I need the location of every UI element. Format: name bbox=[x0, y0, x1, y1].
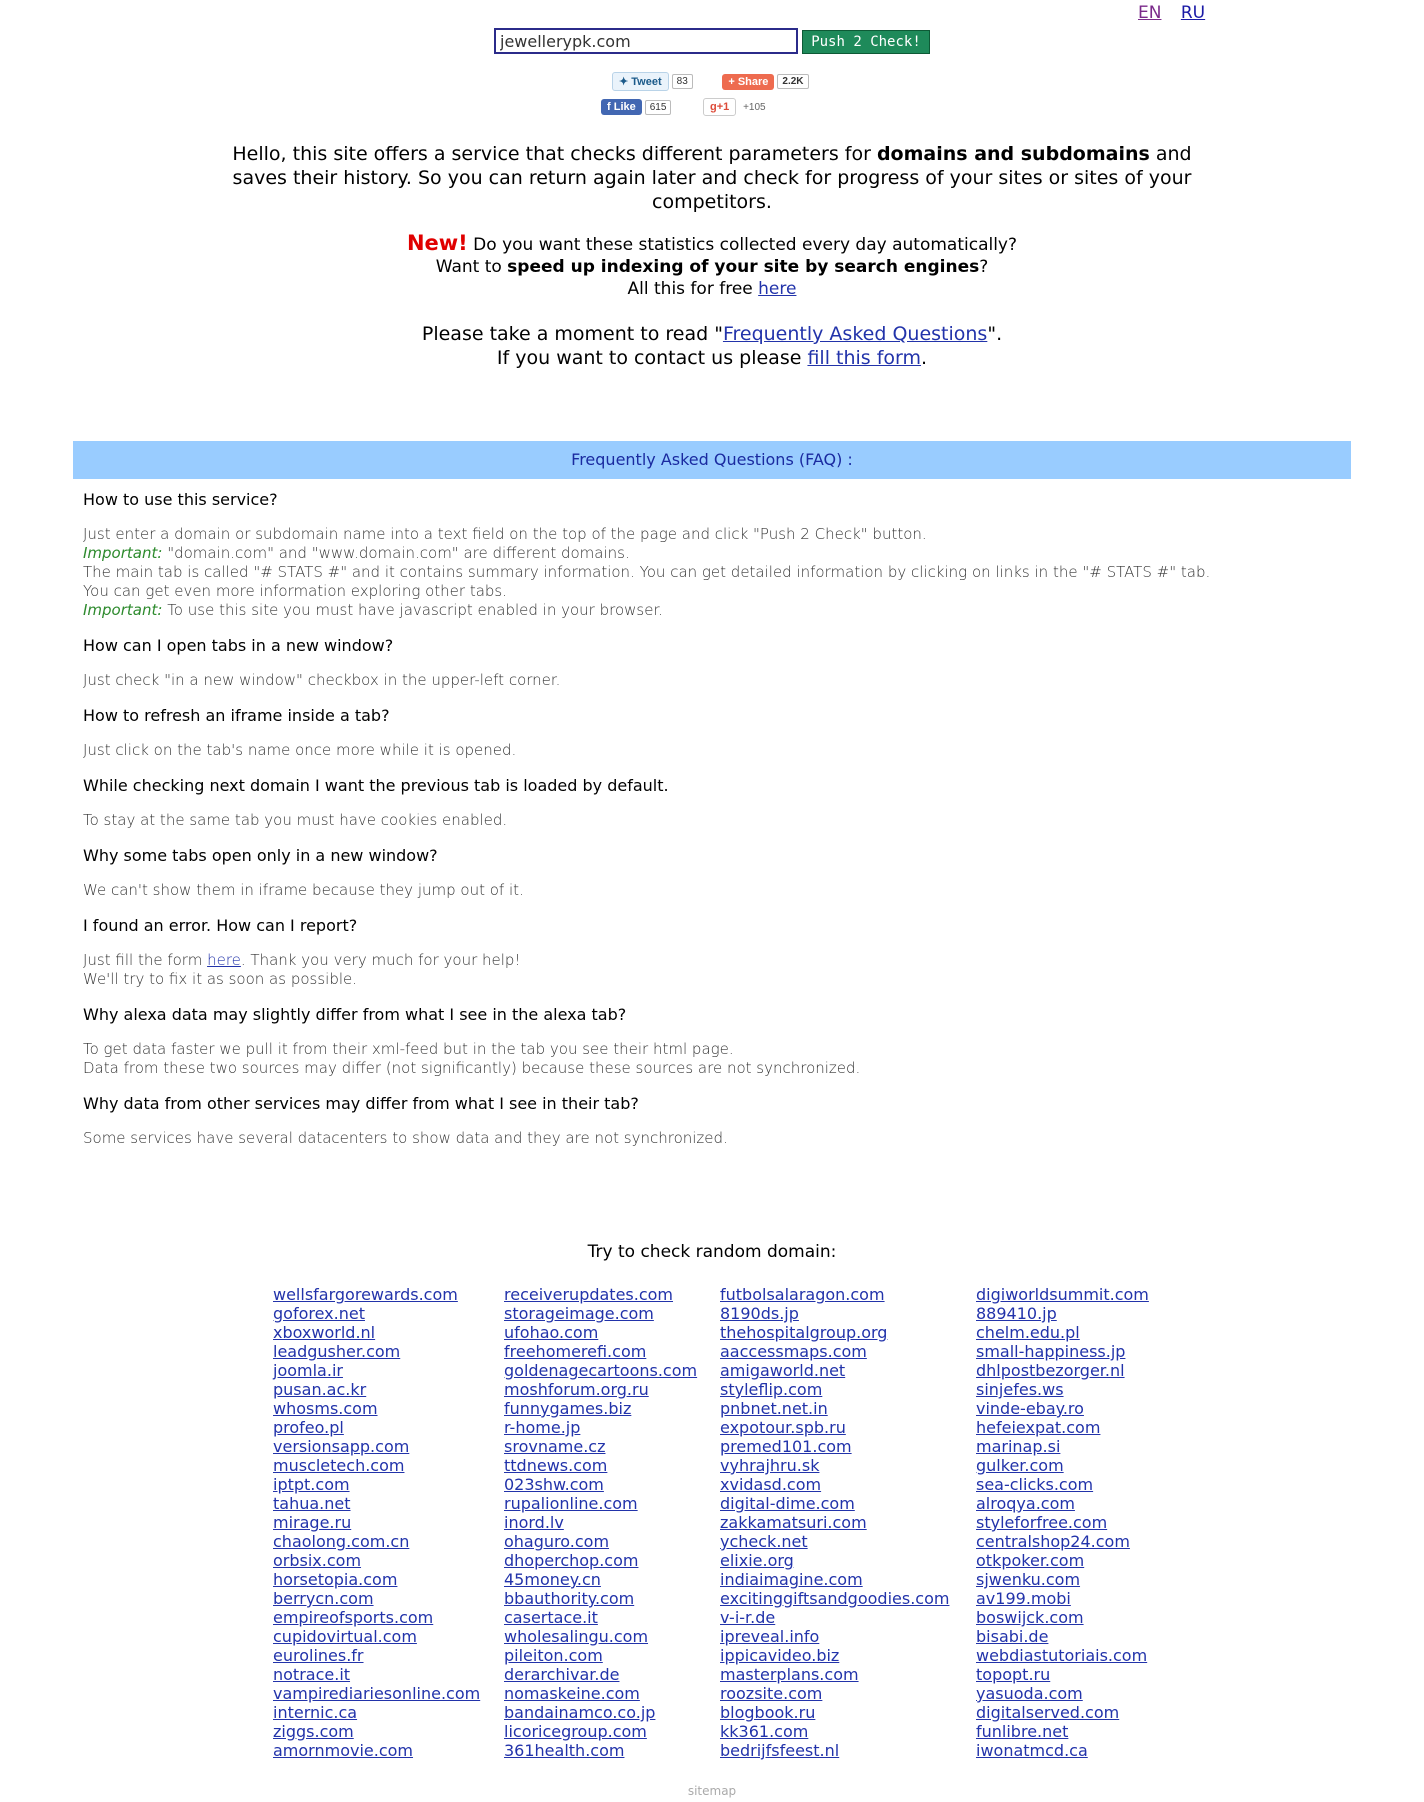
random-domain-link[interactable]: horsetopia.com bbox=[273, 1570, 398, 1589]
random-domain-link[interactable]: ohaguro.com bbox=[504, 1532, 610, 1551]
random-domain-link[interactable]: orbsix.com bbox=[273, 1551, 362, 1570]
lang-en-link[interactable]: EN bbox=[1138, 3, 1162, 23]
new-text: Do you want these statistics collected every day automatically? bbox=[467, 235, 1018, 255]
random-domain-link[interactable]: alroqya.com bbox=[976, 1494, 1075, 1513]
faq-question: Why some tabs open only in a new window? bbox=[83, 846, 438, 865]
domain-column bbox=[720, 1285, 949, 1760]
answer-line: Data from these two sources may differ (not significantly) because these sources are not synchronized. bbox=[83, 1059, 861, 1077]
random-domain-link[interactable]: receiverupdates.com bbox=[504, 1285, 674, 1304]
faq-question: While checking next domain I want the previous tab is loaded by default. bbox=[83, 776, 669, 795]
faq-list bbox=[83, 490, 1343, 1164]
random-domain-link[interactable]: amornmovie.com bbox=[273, 1741, 414, 1760]
random-domain-link[interactable]: kk361.com bbox=[720, 1722, 809, 1741]
random-domain-link[interactable]: derarchivar.de bbox=[504, 1665, 620, 1684]
random-domain-link[interactable]: futbolsalaragon.com bbox=[720, 1285, 885, 1304]
twitter-bird-icon: ✦ bbox=[619, 76, 629, 88]
random-domain-link[interactable]: bandainamco.co.jp bbox=[504, 1703, 656, 1722]
answer-line: Just enter a domain or subdomain name into a text field on the top of the page and click "Push 2 Check" button. bbox=[83, 525, 927, 543]
random-domain-link[interactable]: muscletech.com bbox=[273, 1456, 405, 1475]
answer-line: To get data faster we pull it from their xml-feed but in the tab you see their html page. bbox=[83, 1040, 734, 1058]
random-domain-link[interactable]: pnbnet.net.in bbox=[720, 1399, 828, 1418]
random-domain-link[interactable]: digiworldsummit.com bbox=[976, 1285, 1149, 1304]
random-domain-link[interactable]: zakkamatsuri.com bbox=[720, 1513, 867, 1532]
random-domain-link[interactable]: marinap.si bbox=[976, 1437, 1061, 1456]
tweet-count: 83 bbox=[672, 74, 693, 89]
faq-answer: We can't show them in iframe because they jump out of it. bbox=[83, 881, 524, 899]
facebook-like-button[interactable] bbox=[601, 99, 642, 115]
random-domain-link[interactable]: 8190ds.jp bbox=[720, 1304, 799, 1323]
random-domain-link[interactable]: gulker.com bbox=[976, 1456, 1064, 1475]
random-domain-link[interactable]: boswijck.com bbox=[976, 1608, 1084, 1627]
random-domain-link[interactable]: topopt.ru bbox=[976, 1665, 1051, 1684]
random-domain-link[interactable]: iptpt.com bbox=[273, 1475, 350, 1494]
share-label: Share bbox=[737, 75, 769, 88]
random-domain-link[interactable]: berrycn.com bbox=[273, 1589, 374, 1608]
intro-part: Hello, this site offers a service that checks different parameters for bbox=[232, 143, 877, 165]
here-link[interactable]: here bbox=[758, 279, 797, 299]
random-domain-link[interactable]: elixie.org bbox=[720, 1551, 794, 1570]
random-domain-link[interactable]: wellsfargorewards.com bbox=[273, 1285, 458, 1304]
random-domain-link[interactable]: 889410.jp bbox=[976, 1304, 1057, 1323]
random-domain-link[interactable]: ycheck.net bbox=[720, 1532, 808, 1551]
read-text: Please take a moment to read " bbox=[421, 323, 723, 345]
answer-line: Just fill the form bbox=[83, 951, 208, 969]
social-row-2 bbox=[601, 98, 766, 116]
random-domain-link[interactable]: ufohao.com bbox=[504, 1323, 599, 1342]
answer-line: We'll try to fix it as soon as possible. bbox=[83, 970, 358, 988]
random-domain-link[interactable]: funlibre.net bbox=[976, 1722, 1069, 1741]
answer-line: You can get even more information exploring other tabs. bbox=[83, 582, 508, 600]
report-form-link[interactable]: here bbox=[207, 951, 241, 969]
random-domain-link[interactable]: otkpoker.com bbox=[976, 1551, 1085, 1570]
random-domain-link[interactable]: chelm.edu.pl bbox=[976, 1323, 1080, 1342]
domain-input[interactable] bbox=[494, 28, 798, 54]
random-domain-link[interactable]: av199.mobi bbox=[976, 1589, 1071, 1608]
random-domain-link[interactable]: small-happiness.jp bbox=[976, 1342, 1126, 1361]
answer-line: "domain.com" and "www.domain.com" are different domains. bbox=[162, 544, 630, 562]
faq-contact-block bbox=[220, 322, 1204, 370]
random-domain-link[interactable]: pileiton.com bbox=[504, 1646, 603, 1665]
random-domain-link[interactable]: goforex.net bbox=[273, 1304, 365, 1323]
random-domain-link[interactable]: sjwenku.com bbox=[976, 1570, 1081, 1589]
random-domain-link[interactable]: blogbook.ru bbox=[720, 1703, 816, 1722]
random-domain-link[interactable]: 023shw.com bbox=[504, 1475, 604, 1494]
random-domain-link[interactable]: chaolong.com.cn bbox=[273, 1532, 410, 1551]
contact-text-end: . bbox=[921, 347, 928, 369]
random-domain-link[interactable]: bedrijfsfeest.nl bbox=[720, 1741, 840, 1760]
random-domain-link[interactable]: vampirediariesonline.com bbox=[273, 1684, 481, 1703]
random-domain-link[interactable]: sea-clicks.com bbox=[976, 1475, 1094, 1494]
random-domain-link[interactable]: digital-dime.com bbox=[720, 1494, 855, 1513]
faq-question: How to refresh an iframe inside a tab? bbox=[83, 706, 390, 725]
like-label: Like bbox=[613, 101, 636, 113]
random-domain-link[interactable]: ziggs.com bbox=[273, 1722, 354, 1741]
faq-link[interactable]: Frequently Asked Questions bbox=[722, 323, 988, 345]
domain-column bbox=[273, 1285, 480, 1760]
facebook-icon: f bbox=[607, 101, 611, 113]
want-text: Want to bbox=[435, 257, 508, 277]
random-domain-link[interactable]: mirage.ru bbox=[273, 1513, 352, 1532]
random-domain-link[interactable]: masterplans.com bbox=[720, 1665, 859, 1684]
random-domain-link[interactable]: nomaskeine.com bbox=[504, 1684, 640, 1703]
random-domains-title: Try to check random domain: bbox=[587, 1242, 837, 1262]
google-plus-icon: g bbox=[710, 101, 717, 113]
like-count: 615 bbox=[645, 100, 672, 115]
random-domain-link[interactable]: hefeiexpat.com bbox=[976, 1418, 1101, 1437]
random-domain-link[interactable]: joomla.ir bbox=[273, 1361, 343, 1380]
random-domain-link[interactable]: srovname.cz bbox=[504, 1437, 606, 1456]
random-domain-link[interactable]: premed101.com bbox=[720, 1437, 852, 1456]
random-domain-link[interactable]: r-home.jp bbox=[504, 1418, 581, 1437]
random-domain-link[interactable]: goldenagecartoons.com bbox=[504, 1361, 698, 1380]
random-domain-link[interactable]: ippicavideo.biz bbox=[720, 1646, 840, 1665]
share-count: 2.2K bbox=[777, 74, 808, 89]
random-domain-link[interactable]: 45money.cn bbox=[504, 1570, 601, 1589]
important-label: Important: bbox=[83, 544, 163, 562]
faq-answer: Some services have several datacenters to show data and they are not synchronized. bbox=[83, 1129, 728, 1147]
random-domain-link[interactable]: rupalionline.com bbox=[504, 1494, 638, 1513]
random-domain-link[interactable]: xvidasd.com bbox=[720, 1475, 822, 1494]
contact-text: If you want to contact us please bbox=[496, 347, 808, 369]
random-domain-link[interactable]: empireofsports.com bbox=[273, 1608, 434, 1627]
domain-column bbox=[976, 1285, 1149, 1760]
random-domain-link[interactable]: amigaworld.net bbox=[720, 1361, 846, 1380]
faq-question: How can I open tabs in a new window? bbox=[83, 636, 394, 655]
random-domain-link[interactable]: leadgusher.com bbox=[273, 1342, 401, 1361]
intro-part: and saves their history. So you can return again later and check for progress of your sites or sites of your competitors. bbox=[232, 143, 1192, 213]
answer-line: The main tab is called "# STATS #" and it contains summary information. You can get detailed information by clicking on links in the "# STATS #" tab. bbox=[83, 563, 1211, 581]
random-domain-link[interactable]: bbauthority.com bbox=[504, 1589, 635, 1608]
important-label: Important: bbox=[83, 601, 163, 619]
faq-question: How to use this service? bbox=[83, 490, 278, 509]
random-domain-link[interactable]: cupidovirtual.com bbox=[273, 1627, 417, 1646]
faq-answer bbox=[83, 1040, 1343, 1078]
random-domain-link[interactable]: sinjefes.ws bbox=[976, 1380, 1064, 1399]
new-feature-block bbox=[220, 232, 1204, 300]
random-domain-link[interactable]: xboxworld.nl bbox=[273, 1323, 376, 1342]
random-domain-link[interactable]: casertace.it bbox=[504, 1608, 598, 1627]
random-domain-link[interactable]: 361health.com bbox=[504, 1741, 625, 1760]
domain-search bbox=[494, 28, 921, 54]
domain-column bbox=[504, 1285, 697, 1760]
random-domain-link[interactable]: ipreveal.info bbox=[720, 1627, 820, 1646]
random-domain-link[interactable]: notrace.it bbox=[273, 1665, 351, 1684]
google-plus-button[interactable] bbox=[703, 98, 736, 116]
answer-line: . Thank you very much for your help! bbox=[240, 951, 521, 969]
want-text-end: ? bbox=[979, 257, 989, 277]
sitemap-link[interactable]: sitemap bbox=[687, 1784, 737, 1798]
random-domain-link[interactable]: iwonatmcd.ca bbox=[976, 1741, 1088, 1760]
intro-bold: domains and subdomains bbox=[876, 143, 1150, 165]
push-to-check-button[interactable]: Push 2 Check! bbox=[802, 30, 930, 54]
random-domain-link[interactable]: versionsapp.com bbox=[273, 1437, 410, 1456]
random-domain-link[interactable]: storageimage.com bbox=[504, 1304, 654, 1323]
random-domain-link[interactable]: wholesalingu.com bbox=[504, 1627, 649, 1646]
random-domain-link[interactable]: tahua.net bbox=[273, 1494, 351, 1513]
random-domain-link[interactable]: yasuoda.com bbox=[976, 1684, 1083, 1703]
faq-answer bbox=[83, 525, 1343, 620]
random-domain-link[interactable]: expotour.spb.ru bbox=[720, 1418, 846, 1437]
free-text: All this for free bbox=[627, 279, 759, 299]
new-badge: New! bbox=[406, 231, 468, 255]
faq-answer: Just check "in a new window" checkbox in the upper-left corner. bbox=[83, 671, 561, 689]
random-domain-link[interactable]: thehospitalgroup.org bbox=[720, 1323, 888, 1342]
faq-answer: To stay at the same tab you must have cookies enabled. bbox=[83, 811, 508, 829]
faq-answer bbox=[83, 951, 1343, 989]
random-domain-link[interactable]: centralshop24.com bbox=[976, 1532, 1130, 1551]
random-domain-link[interactable]: whosms.com bbox=[273, 1399, 378, 1418]
faq-question: Why alexa data may slightly differ from what I see in the alexa tab? bbox=[83, 1005, 627, 1024]
random-domain-link[interactable]: excitinggiftsandgoodies.com bbox=[720, 1589, 950, 1608]
random-domain-link[interactable]: dhoperchop.com bbox=[504, 1551, 639, 1570]
random-domain-link[interactable]: inord.lv bbox=[504, 1513, 564, 1532]
random-domain-link[interactable]: licoricegroup.com bbox=[504, 1722, 647, 1741]
gplus-label: +1 bbox=[716, 101, 730, 113]
random-domain-link[interactable]: vinde-ebay.ro bbox=[976, 1399, 1084, 1418]
read-text-end: ". bbox=[987, 323, 1003, 345]
faq-question: I found an error. How can I report? bbox=[83, 916, 358, 935]
random-domain-link[interactable]: roozsite.com bbox=[720, 1684, 823, 1703]
random-domain-link[interactable]: webdiastutoriais.com bbox=[976, 1646, 1148, 1665]
random-domain-link[interactable]: ttdnews.com bbox=[504, 1456, 608, 1475]
tweet-button[interactable] bbox=[612, 72, 669, 91]
faq-answer: Just click on the tab's name once more while it is opened. bbox=[83, 741, 517, 759]
intro-text bbox=[220, 142, 1204, 214]
footer bbox=[0, 1784, 1424, 1798]
answer-line: To use this site you must have javascript enabled in your browser. bbox=[162, 601, 664, 619]
random-domain-link[interactable]: v-i-r.de bbox=[720, 1608, 776, 1627]
random-domain-link[interactable]: bisabi.de bbox=[976, 1627, 1049, 1646]
random-domain-link[interactable]: pusan.ac.kr bbox=[273, 1380, 367, 1399]
gplus-count: +105 bbox=[743, 101, 766, 113]
random-domain-link[interactable]: digitalserved.com bbox=[976, 1703, 1120, 1722]
faq-header: Frequently Asked Questions (FAQ) : bbox=[73, 441, 1351, 479]
share-button[interactable] bbox=[722, 74, 774, 90]
random-domain-link[interactable]: profeo.pl bbox=[273, 1418, 344, 1437]
random-domain-link[interactable]: vyhrajhru.sk bbox=[720, 1456, 820, 1475]
random-domain-link[interactable]: eurolines.fr bbox=[273, 1646, 364, 1665]
random-domain-link[interactable]: freehomerefi.com bbox=[504, 1342, 647, 1361]
random-domain-link[interactable]: indiaimagine.com bbox=[720, 1570, 863, 1589]
social-row-1 bbox=[612, 72, 809, 91]
random-domain-link[interactable]: dhlpostbezorger.nl bbox=[976, 1361, 1125, 1380]
plus-icon: + bbox=[728, 75, 735, 88]
random-domain-link[interactable]: styleforfree.com bbox=[976, 1513, 1108, 1532]
tweet-label: Tweet bbox=[631, 76, 662, 88]
faq-question: Why data from other services may differ from what I see in their tab? bbox=[83, 1094, 639, 1113]
random-domain-link[interactable]: funnygames.biz bbox=[504, 1399, 632, 1418]
random-domain-link[interactable]: aaccessmaps.com bbox=[720, 1342, 867, 1361]
contact-form-link[interactable]: fill this form bbox=[807, 347, 922, 369]
want-bold: speed up indexing of your site by search engines bbox=[507, 257, 980, 277]
lang-ru-link[interactable]: RU bbox=[1180, 3, 1206, 23]
random-domain-link[interactable]: moshforum.org.ru bbox=[504, 1380, 649, 1399]
language-switcher bbox=[1138, 3, 1219, 23]
random-domain-link[interactable]: styleflip.com bbox=[720, 1380, 823, 1399]
random-domain-link[interactable]: internic.ca bbox=[273, 1703, 358, 1722]
